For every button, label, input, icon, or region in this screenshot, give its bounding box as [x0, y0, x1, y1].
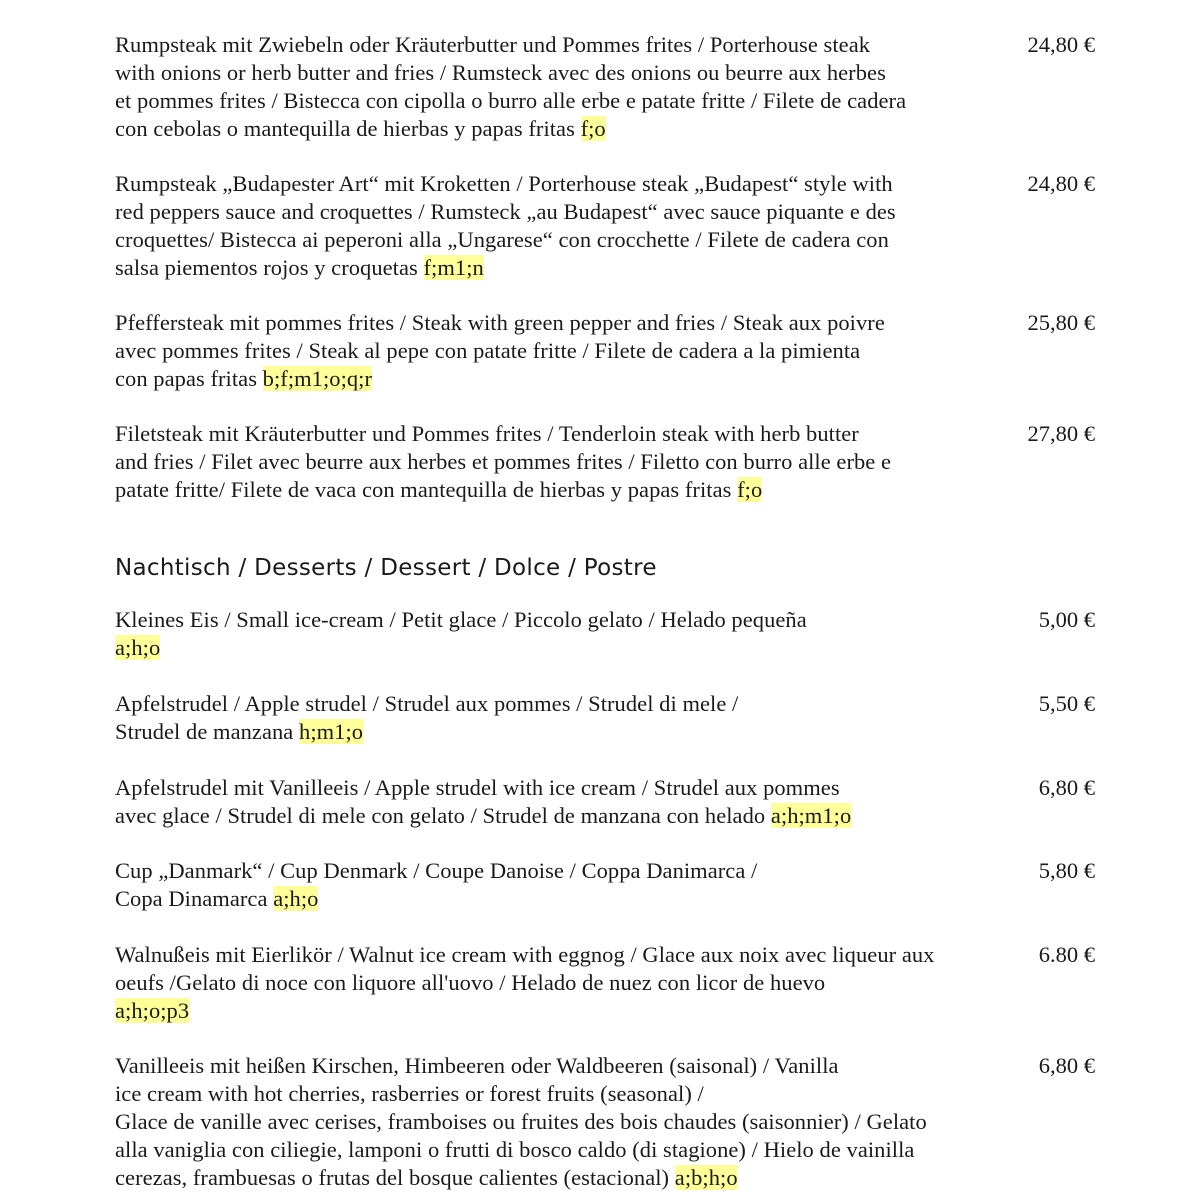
- allergen-codes: a;h;o: [115, 635, 161, 660]
- menu-item-price: 27,80 €: [1027, 421, 1095, 446]
- menu-item-description: [115, 1052, 1005, 1192]
- menu-item-price: 24,80 €: [1027, 171, 1095, 196]
- menu-item-walnusseis: [115, 941, 1095, 1025]
- menu-item-rumpsteak: [115, 31, 1095, 143]
- allergen-codes: a;b;h;o: [674, 1165, 738, 1190]
- menu-item-apfelstrudel: [115, 690, 1095, 746]
- menu-item-text: Filetsteak mit Kräuterbutter und Pommes frites / Tenderloin steak with herb butter and fries / Filet avec beurre aux herbes et pommes frites / Filetto con burro alle erbe e patate fritte/ Filete de vaca con mantequilla de hierbas y papas fritas: [115, 421, 892, 502]
- menu-item-text: Kleines Eis / Small ice-cream / Petit glace / Piccolo gelato / Helado pequeña: [115, 607, 807, 632]
- menu-item-description: [115, 690, 995, 746]
- menu-item-description: [115, 606, 995, 662]
- menu-item-price: 6,80 €: [1038, 1053, 1095, 1078]
- allergen-codes: f;o: [580, 116, 606, 141]
- menu-item-price: 5,50 €: [1038, 691, 1095, 716]
- allergen-codes: f;m1;n: [423, 255, 484, 280]
- menu-item-text: Rumpsteak „Budapester Art“ mit Kroketten / Porterhouse steak „Budapest“ style with red peppers sauce and croquettes / Rumsteck „au Budapest“ avec sauce piquante e des croquettes/ Bistecca ai peperoni alla „Ungarese“ con crocchette / Filete de cadera con salsa piementos rojos y croquetas: [115, 171, 896, 280]
- menu-item-apfelstrudel-vanilleeis: [115, 774, 1095, 830]
- menu-item-description: [115, 170, 995, 282]
- menu-item-rumpsteak-budapest: [115, 170, 1095, 282]
- allergen-codes: f;o: [737, 477, 763, 502]
- menu-item-price: 6.80 €: [1038, 942, 1095, 967]
- menu-item-vanilleeis-heisse-kirschen: [115, 1052, 1095, 1192]
- menu-item-text: Pfeffersteak mit pommes frites / Steak with green pepper and fries / Steak aux poivre avec pommes frites / Steak al pepe con patate fritte / Filete de cadera a la pimienta con papas fritas: [115, 310, 885, 391]
- menu-item-description: [115, 31, 995, 143]
- allergen-codes: a;h;o: [273, 886, 319, 911]
- menu-item-description: [115, 857, 995, 913]
- menu-item-kleines-eis: [115, 606, 1095, 662]
- allergen-codes: a;h;o;p3: [115, 998, 190, 1023]
- menu-item-description: [115, 420, 995, 504]
- menu-item-text: Cup „Danmark“ / Cup Denmark / Coupe Danoise / Coppa Danimarca / Copa Dinamarca: [115, 858, 758, 911]
- menu-item-description: [115, 941, 1005, 1025]
- menu-item-price: 6,80 €: [1038, 775, 1095, 800]
- menu-item-price: 25,80 €: [1027, 310, 1095, 335]
- menu-item-pfeffersteak: [115, 309, 1095, 393]
- menu-item-text: Apfelstrudel mit Vanilleeis / Apple strudel with ice cream / Strudel aux pommes avec glace / Strudel di mele con gelato / Strudel de manzana con helado: [115, 775, 840, 828]
- section-heading-desserts: Nachtisch / Desserts / Dessert / Dolce / Postre: [115, 555, 657, 581]
- menu-item-price: 24,80 €: [1027, 32, 1095, 57]
- menu-item-text: Apfelstrudel / Apple strudel / Strudel aux pommes / Strudel di mele / Strudel de manzana: [115, 691, 739, 744]
- allergen-codes: h;m1;o: [299, 719, 364, 744]
- menu-item-text: Vanilleeis mit heißen Kirschen, Himbeeren oder Waldbeeren (saisonal) / Vanilla ice cream with hot cherries, rasberries or forest fruits (seasonal) / Glace de vanille avec cerises, framboises ou fruites des bois chaudes (saisonnier) / Gelato alla vaniglia con ciliegie, lamponi o frutti di bosco caldo (di stagione) / Hielo de vainilla cerezas, frambuesas o frutas del bosque calientes (estacional): [115, 1053, 927, 1190]
- menu-item-price: 5,00 €: [1038, 607, 1095, 632]
- menu-item-text: Walnußeis mit Eierlikör / Walnut ice cream with eggnog / Glace aux noix avec liqueur aux oeufs /Gelato di noce con liquore all'uovo / Helado de nuez con licor de huevo: [115, 942, 935, 995]
- menu-item-description: [115, 309, 995, 393]
- menu-item-cup-danmark: [115, 857, 1095, 913]
- menu-item-filetsteak: [115, 420, 1095, 504]
- menu-item-price: 5,80 €: [1038, 858, 1095, 883]
- allergen-codes: a;h;m1;o: [770, 803, 852, 828]
- allergen-codes: b;f;m1;o;q;r: [262, 366, 373, 391]
- menu-item-description: [115, 774, 995, 830]
- menu-item-text: Rumpsteak mit Zwiebeln oder Kräuterbutter und Pommes frites / Porterhouse steak with onions or herb butter and fries / Rumsteck avec des onions ou beurre aux herbes et pommes frites / Bistecca con cipolla o burro alle erbe e patate fritte / Filete de cadera con cebolas o mantequilla de hierbas y papas fritas: [115, 32, 907, 141]
